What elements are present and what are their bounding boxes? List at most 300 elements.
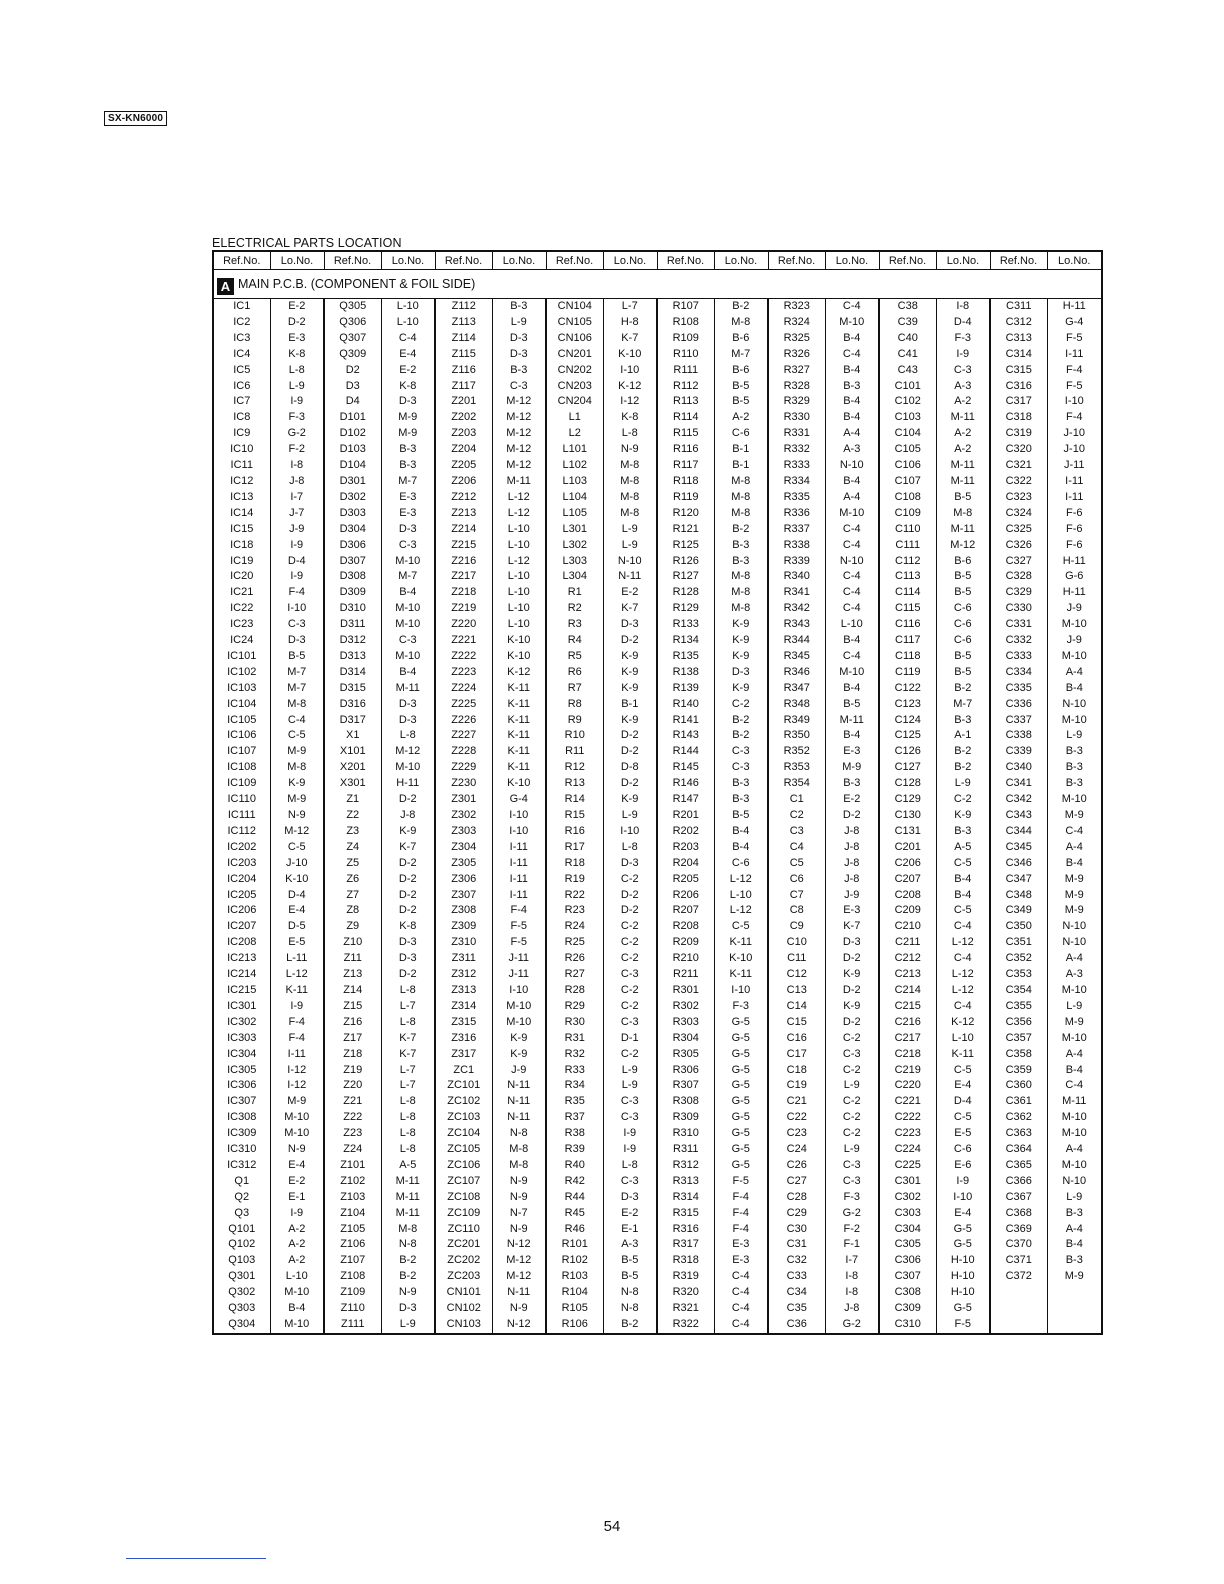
ref-no-cell: R125 (657, 538, 714, 554)
ref-no-cell: C214 (879, 983, 936, 999)
lo-no-cell: B-5 (270, 649, 324, 665)
lo-no-cell: B-6 (714, 363, 768, 379)
ref-no-cell: R40 (546, 1158, 603, 1174)
lo-no-cell: B-4 (714, 840, 768, 856)
lo-no-cell: L-8 (603, 840, 657, 856)
ref-no-cell: X1 (324, 728, 381, 744)
ref-no-cell: R334 (768, 474, 825, 490)
ref-no-cell: C308 (879, 1285, 936, 1301)
ref-no-cell: R46 (546, 1222, 603, 1238)
lo-no-cell: M-11 (936, 410, 990, 426)
lo-no-cell: K-12 (936, 1015, 990, 1031)
lo-no-cell: I-12 (270, 1063, 324, 1079)
lo-no-cell: C-6 (936, 617, 990, 633)
ref-no-cell: C367 (990, 1190, 1047, 1206)
lo-no-cell: C-3 (714, 744, 768, 760)
table-row (213, 490, 1102, 506)
ref-no-cell: C1 (768, 792, 825, 808)
ref-no-cell: IC14 (230, 506, 254, 519)
ref-no-cell: R135 (657, 649, 714, 665)
lo-no-cell: L-8 (381, 1110, 435, 1126)
lo-no-cell: L-10 (492, 601, 546, 617)
table-row (213, 999, 1102, 1015)
ref-no-cell: C217 (879, 1031, 936, 1047)
ref-no-cell: ZC107 (435, 1174, 492, 1190)
ref-no-cell: R121 (657, 522, 714, 538)
lo-no-cell: L-12 (492, 490, 546, 506)
ref-no-cell: Z104 (324, 1206, 381, 1222)
lo-no-cell: A-4 (825, 426, 879, 442)
ref-no-cell: C343 (990, 808, 1047, 824)
lo-no-cell: B-3 (1047, 760, 1102, 776)
lo-no-cell: D-3 (381, 1301, 435, 1317)
ref-no-cell: R140 (657, 697, 714, 713)
lo-no-cell: I-8 (825, 1269, 879, 1285)
lo-no-cell: L-9 (825, 1142, 879, 1158)
lo-no-cell: H-10 (936, 1269, 990, 1285)
ref-no-cell: D4 (324, 394, 381, 410)
table-row (213, 1237, 1102, 1253)
lo-no-cell: K-7 (603, 601, 657, 617)
lo-no-cell: I-9 (270, 538, 324, 554)
ref-no-cell: Q102 (228, 1238, 256, 1251)
ref-no-cell: Q307 (324, 331, 381, 347)
ref-no-cell: IC3 (233, 331, 251, 344)
ref-no-cell: C351 (990, 935, 1047, 951)
lo-no-cell: E-2 (270, 1174, 324, 1190)
lo-no-cell: K-11 (714, 967, 768, 983)
lo-no-cell: K-9 (270, 776, 324, 792)
lo-no-cell: K-8 (270, 347, 324, 363)
ref-no-cell: Q101 (228, 1222, 256, 1235)
lo-no-cell: B-6 (714, 331, 768, 347)
lo-no-cell: M-9 (1047, 872, 1102, 888)
lo-no-cell: B-4 (825, 331, 879, 347)
ref-no-cell: C340 (990, 760, 1047, 776)
lo-no-cell: H-8 (603, 315, 657, 331)
ref-no-cell: IC112 (227, 824, 257, 837)
ref-no-cell: R210 (657, 951, 714, 967)
lo-no-cell: M-9 (1047, 1269, 1102, 1285)
ref-no-cell: R303 (657, 1015, 714, 1031)
lo-no-cell: L-8 (381, 1094, 435, 1110)
ref-no-cell: D104 (324, 458, 381, 474)
ref-no-cell: R29 (546, 999, 603, 1015)
ref-no-cell: R316 (657, 1222, 714, 1238)
lo-no-cell: M-7 (270, 681, 324, 697)
lo-no-cell: C-3 (492, 379, 546, 395)
ref-no-cell: IC5 (233, 363, 251, 376)
lo-no-cell: F-5 (936, 1317, 990, 1334)
lo-no-cell: D-2 (825, 808, 879, 824)
lo-no-cell: M-8 (714, 569, 768, 585)
lo-no-cell: E-2 (381, 363, 435, 379)
lo-no-cell: B-4 (825, 681, 879, 697)
lo-no-cell: I-9 (270, 569, 324, 585)
lo-no-cell: L-12 (270, 967, 324, 983)
lo-no-cell: I-9 (603, 1142, 657, 1158)
lo-no-cell: I-9 (936, 1174, 990, 1190)
lo-no-cell: F-6 (1047, 506, 1102, 522)
ref-no-cell: Q302 (228, 1286, 256, 1299)
ref-no-cell: C18 (768, 1063, 825, 1079)
lo-no-cell: B-3 (381, 458, 435, 474)
ref-no-cell: Z110 (324, 1301, 381, 1317)
lo-no-cell: D-3 (381, 713, 435, 729)
ref-no-cell: C358 (990, 1047, 1047, 1063)
ref-no-cell: Z223 (435, 665, 492, 681)
ref-no-cell: C112 (879, 554, 936, 570)
lo-no-cell: N-10 (1047, 697, 1102, 713)
ref-no-cell: C325 (990, 522, 1047, 538)
lo-no-cell: N-10 (1047, 919, 1102, 935)
table-row (213, 1222, 1102, 1238)
ref-no-cell: CN103 (435, 1317, 492, 1334)
lo-no-cell: C-4 (825, 585, 879, 601)
lo-no-cell: J-10 (1047, 426, 1102, 442)
lo-no-cell: F-3 (270, 410, 324, 426)
table-row (213, 983, 1102, 999)
ref-no-cell: ZC106 (435, 1158, 492, 1174)
lo-no-cell: M-8 (603, 474, 657, 490)
ref-no-cell: C108 (879, 490, 936, 506)
ref-no-cell: C19 (768, 1078, 825, 1094)
ref-no-cell: R144 (657, 744, 714, 760)
lo-no-cell: L-10 (714, 888, 768, 904)
ref-no-cell: C317 (990, 394, 1047, 410)
lo-no-cell: M-7 (270, 665, 324, 681)
ref-no-cell: C113 (879, 569, 936, 585)
ref-no-cell: D306 (324, 538, 381, 554)
ref-no-cell: Z106 (324, 1237, 381, 1253)
ref-no-cell: C355 (990, 999, 1047, 1015)
ref-no-cell: CN102 (435, 1301, 492, 1317)
ref-no-cell: Z317 (435, 1047, 492, 1063)
table-row (213, 1047, 1102, 1063)
lo-no-cell: B-4 (381, 665, 435, 681)
lo-no-cell: B-3 (1047, 744, 1102, 760)
ref-no-cell: D102 (324, 426, 381, 442)
lo-no-cell: J-9 (492, 1063, 546, 1079)
ref-no-cell: R1 (546, 585, 603, 601)
lo-no-cell: M-11 (381, 1190, 435, 1206)
ref-no-cell: Z101 (324, 1158, 381, 1174)
ref-no-cell: Q309 (324, 347, 381, 363)
lo-no-cell: K-11 (492, 681, 546, 697)
lo-no-cell: K-9 (603, 792, 657, 808)
lo-no-cell: F-4 (1047, 363, 1102, 379)
lo-no-cell: M-9 (270, 1094, 324, 1110)
ref-no-cell: C334 (990, 665, 1047, 681)
table-row (213, 808, 1102, 824)
lo-no-cell: C-4 (714, 1269, 768, 1285)
lo-no-cell: L-7 (381, 1078, 435, 1094)
lo-no-cell: M-10 (1047, 713, 1102, 729)
ref-no-cell: C319 (990, 426, 1047, 442)
lo-no-cell: B-2 (714, 522, 768, 538)
ref-no-cell: Z102 (324, 1174, 381, 1190)
ref-no-cell: R206 (657, 888, 714, 904)
lo-no-cell: C-4 (270, 713, 324, 729)
lo-no-cell: K-9 (603, 681, 657, 697)
table-row (213, 792, 1102, 808)
lo-no-cell: K-7 (825, 919, 879, 935)
table-row (213, 888, 1102, 904)
lo-no-cell: E-2 (603, 1206, 657, 1222)
header-ref-no: Ref.No. (324, 251, 381, 270)
ref-no-cell: C12 (768, 967, 825, 983)
ref-no-cell: Z214 (435, 522, 492, 538)
ref-no-cell: IC109 (227, 777, 257, 790)
lo-no-cell: J-9 (270, 522, 324, 538)
lo-no-cell: J-8 (825, 872, 879, 888)
lo-no-cell: B-3 (492, 299, 546, 315)
lo-no-cell: G-2 (825, 1317, 879, 1334)
ref-no-cell: IC213 (227, 952, 257, 965)
section-title: ELECTRICAL PARTS LOCATION (212, 236, 402, 250)
lo-no-cell: B-3 (492, 363, 546, 379)
ref-no-cell: C31 (768, 1237, 825, 1253)
lo-no-cell: K-7 (381, 1047, 435, 1063)
lo-no-cell: L-9 (270, 379, 324, 395)
lo-no-cell: C-3 (603, 967, 657, 983)
lo-no-cell: B-2 (381, 1269, 435, 1285)
lo-no-cell: G-5 (936, 1237, 990, 1253)
lo-no-cell: M-10 (825, 665, 879, 681)
lo-no-cell: C-4 (714, 1301, 768, 1317)
ref-no-cell: Z115 (435, 347, 492, 363)
ref-no-cell: R134 (657, 633, 714, 649)
ref-no-cell: D311 (324, 617, 381, 633)
lo-no-cell: L-12 (492, 506, 546, 522)
ref-no-cell: Z4 (324, 840, 381, 856)
table-row (213, 506, 1102, 522)
lo-no-cell: G-5 (714, 1031, 768, 1047)
ref-no-cell: C109 (879, 506, 936, 522)
lo-no-cell: D-3 (381, 394, 435, 410)
lo-no-cell: B-5 (936, 569, 990, 585)
ref-no-cell: IC304 (227, 1047, 257, 1060)
ref-no-cell: C216 (879, 1015, 936, 1031)
ref-no-cell: C27 (768, 1174, 825, 1190)
ref-no-cell: C129 (879, 792, 936, 808)
lo-no-cell: C-5 (936, 1063, 990, 1079)
lo-no-cell: C-3 (603, 1094, 657, 1110)
lo-no-cell: L-12 (492, 554, 546, 570)
ref-no-cell: L302 (546, 538, 603, 554)
lo-no-cell: D-8 (603, 760, 657, 776)
table-row (213, 410, 1102, 426)
lo-no-cell: B-1 (714, 442, 768, 458)
table-row (213, 1094, 1102, 1110)
ref-no-cell: IC18 (230, 538, 254, 551)
ref-no-cell: C41 (879, 347, 936, 363)
lo-no-cell: G-5 (936, 1222, 990, 1238)
ref-no-cell: C36 (768, 1317, 825, 1334)
ref-no-cell: R339 (768, 554, 825, 570)
ref-no-cell: R33 (546, 1063, 603, 1079)
lo-no-cell: D-3 (492, 331, 546, 347)
lo-no-cell: L-10 (492, 585, 546, 601)
ref-no-cell: C5 (768, 856, 825, 872)
ref-no-cell: D308 (324, 569, 381, 585)
lo-no-cell: K-9 (714, 681, 768, 697)
lo-no-cell: G-5 (714, 1047, 768, 1063)
lo-no-cell: F-4 (1047, 410, 1102, 426)
ref-no-cell: R325 (768, 331, 825, 347)
ref-no-cell: Z217 (435, 569, 492, 585)
ref-no-cell: R104 (546, 1285, 603, 1301)
table-row (213, 1206, 1102, 1222)
ref-no-cell: IC106 (227, 729, 257, 742)
ref-no-cell: C221 (879, 1094, 936, 1110)
ref-no-cell: R116 (657, 442, 714, 458)
table-row (213, 1190, 1102, 1206)
lo-no-cell: M-10 (1047, 983, 1102, 999)
ref-no-cell: C212 (879, 951, 936, 967)
ref-no-cell: R338 (768, 538, 825, 554)
ref-no-cell: R120 (657, 506, 714, 522)
lo-no-cell: K-11 (936, 1047, 990, 1063)
ref-no-cell: Z304 (435, 840, 492, 856)
lo-no-cell: C-2 (603, 919, 657, 935)
ref-no-cell: IC7 (233, 395, 251, 408)
ref-no-cell: D302 (324, 490, 381, 506)
lo-no-cell: L-9 (825, 1078, 879, 1094)
lo-no-cell: J-11 (492, 951, 546, 967)
lo-no-cell: M-10 (1047, 1126, 1102, 1142)
ref-no-cell: C209 (879, 903, 936, 919)
lo-no-cell: L-7 (381, 999, 435, 1015)
ref-no-cell: R146 (657, 776, 714, 792)
table-row (213, 1158, 1102, 1174)
lo-no-cell: M-12 (492, 394, 546, 410)
model-tag: SX-KN6000 (104, 111, 167, 126)
lo-no-cell: J-10 (1047, 442, 1102, 458)
lo-no-cell: G-5 (714, 1158, 768, 1174)
lo-no-cell: C-4 (381, 331, 435, 347)
ref-no-cell: R207 (657, 903, 714, 919)
ref-no-cell: R310 (657, 1126, 714, 1142)
lo-no-cell: E-3 (825, 744, 879, 760)
lo-no-cell: B-3 (1047, 1206, 1102, 1222)
ref-no-cell: Q306 (324, 315, 381, 331)
ref-no-cell: C30 (768, 1222, 825, 1238)
lo-no-cell: L-8 (381, 728, 435, 744)
lo-no-cell: C-3 (603, 1174, 657, 1190)
ref-no-cell: R39 (546, 1142, 603, 1158)
ref-no-cell: R17 (546, 840, 603, 856)
lo-no-cell: B-2 (381, 1253, 435, 1269)
board-badge: A (217, 278, 234, 295)
lo-no-cell: B-5 (714, 394, 768, 410)
lo-no-cell: B-5 (936, 585, 990, 601)
lo-no-cell: C-2 (603, 872, 657, 888)
lo-no-cell: L-9 (603, 808, 657, 824)
ref-no-cell: CN203 (546, 379, 603, 395)
ref-no-cell: R318 (657, 1253, 714, 1269)
lo-no-cell: B-4 (825, 728, 879, 744)
ref-no-cell: C14 (768, 999, 825, 1015)
lo-no-cell: I-10 (492, 824, 546, 840)
lo-no-cell: H-11 (1047, 299, 1102, 315)
ref-no-cell: R347 (768, 681, 825, 697)
ref-no-cell: R340 (768, 569, 825, 585)
ref-no-cell: C354 (990, 983, 1047, 999)
lo-no-cell: M-10 (270, 1317, 324, 1334)
lo-no-cell: F-3 (936, 331, 990, 347)
ref-no-cell: X301 (324, 776, 381, 792)
table-row (213, 633, 1102, 649)
lo-no-cell: I-10 (492, 983, 546, 999)
ref-no-cell: R342 (768, 601, 825, 617)
lo-no-cell: B-3 (936, 824, 990, 840)
ref-no-cell: D103 (324, 442, 381, 458)
ref-no-cell: C347 (990, 872, 1047, 888)
ref-no-cell: R24 (546, 919, 603, 935)
ref-no-cell: C321 (990, 458, 1047, 474)
lo-no-cell: K-9 (714, 649, 768, 665)
ref-no-cell: Z105 (324, 1222, 381, 1238)
lo-no-cell: D-3 (381, 522, 435, 538)
lo-no-cell: C-3 (825, 1047, 879, 1063)
ref-no-cell: ZC102 (435, 1094, 492, 1110)
lo-no-cell: N-9 (270, 1142, 324, 1158)
lo-no-cell: K-11 (714, 935, 768, 951)
ref-no-cell: C101 (879, 379, 936, 395)
ref-no-cell: R12 (546, 760, 603, 776)
lo-no-cell: L-12 (714, 872, 768, 888)
table-row (213, 379, 1102, 395)
lo-no-cell: K-10 (270, 872, 324, 888)
ref-no-cell: C223 (879, 1126, 936, 1142)
lo-no-cell: I-10 (270, 601, 324, 617)
lo-no-cell: B-4 (825, 633, 879, 649)
ref-no-cell: C301 (879, 1174, 936, 1190)
lo-no-cell: A-5 (381, 1158, 435, 1174)
lo-no-cell: G-4 (492, 792, 546, 808)
lo-no-cell: M-10 (381, 649, 435, 665)
lo-no-cell: I-12 (603, 394, 657, 410)
ref-no-cell: Q301 (228, 1270, 256, 1283)
ref-no-cell: R307 (657, 1078, 714, 1094)
lo-no-cell: D-4 (270, 888, 324, 904)
ref-no-cell: C225 (879, 1158, 936, 1174)
lo-no-cell: M-8 (714, 506, 768, 522)
lo-no-cell: N-9 (381, 1285, 435, 1301)
ref-no-cell: C219 (879, 1063, 936, 1079)
ref-no-cell: C2 (768, 808, 825, 824)
ref-no-cell: R25 (546, 935, 603, 951)
lo-no-cell: C-2 (714, 697, 768, 713)
ref-no-cell: C125 (879, 728, 936, 744)
lo-no-cell: B-2 (714, 299, 768, 315)
lo-no-cell: I-11 (492, 872, 546, 888)
ref-no-cell: R312 (657, 1158, 714, 1174)
lo-no-cell: D-2 (603, 744, 657, 760)
ref-no-cell: Z218 (435, 585, 492, 601)
ref-no-cell: C26 (768, 1158, 825, 1174)
ref-no-cell: Z222 (435, 649, 492, 665)
lo-no-cell: K-8 (381, 919, 435, 935)
ref-no-cell: R141 (657, 713, 714, 729)
ref-no-cell: R23 (546, 903, 603, 919)
lo-no-cell: F-6 (1047, 522, 1102, 538)
lo-no-cell: K-8 (603, 410, 657, 426)
board-title: MAIN P.C.B. (COMPONENT & FOIL SIDE) (238, 277, 476, 291)
lo-no-cell: L-9 (381, 1317, 435, 1334)
table-row (213, 299, 1102, 315)
